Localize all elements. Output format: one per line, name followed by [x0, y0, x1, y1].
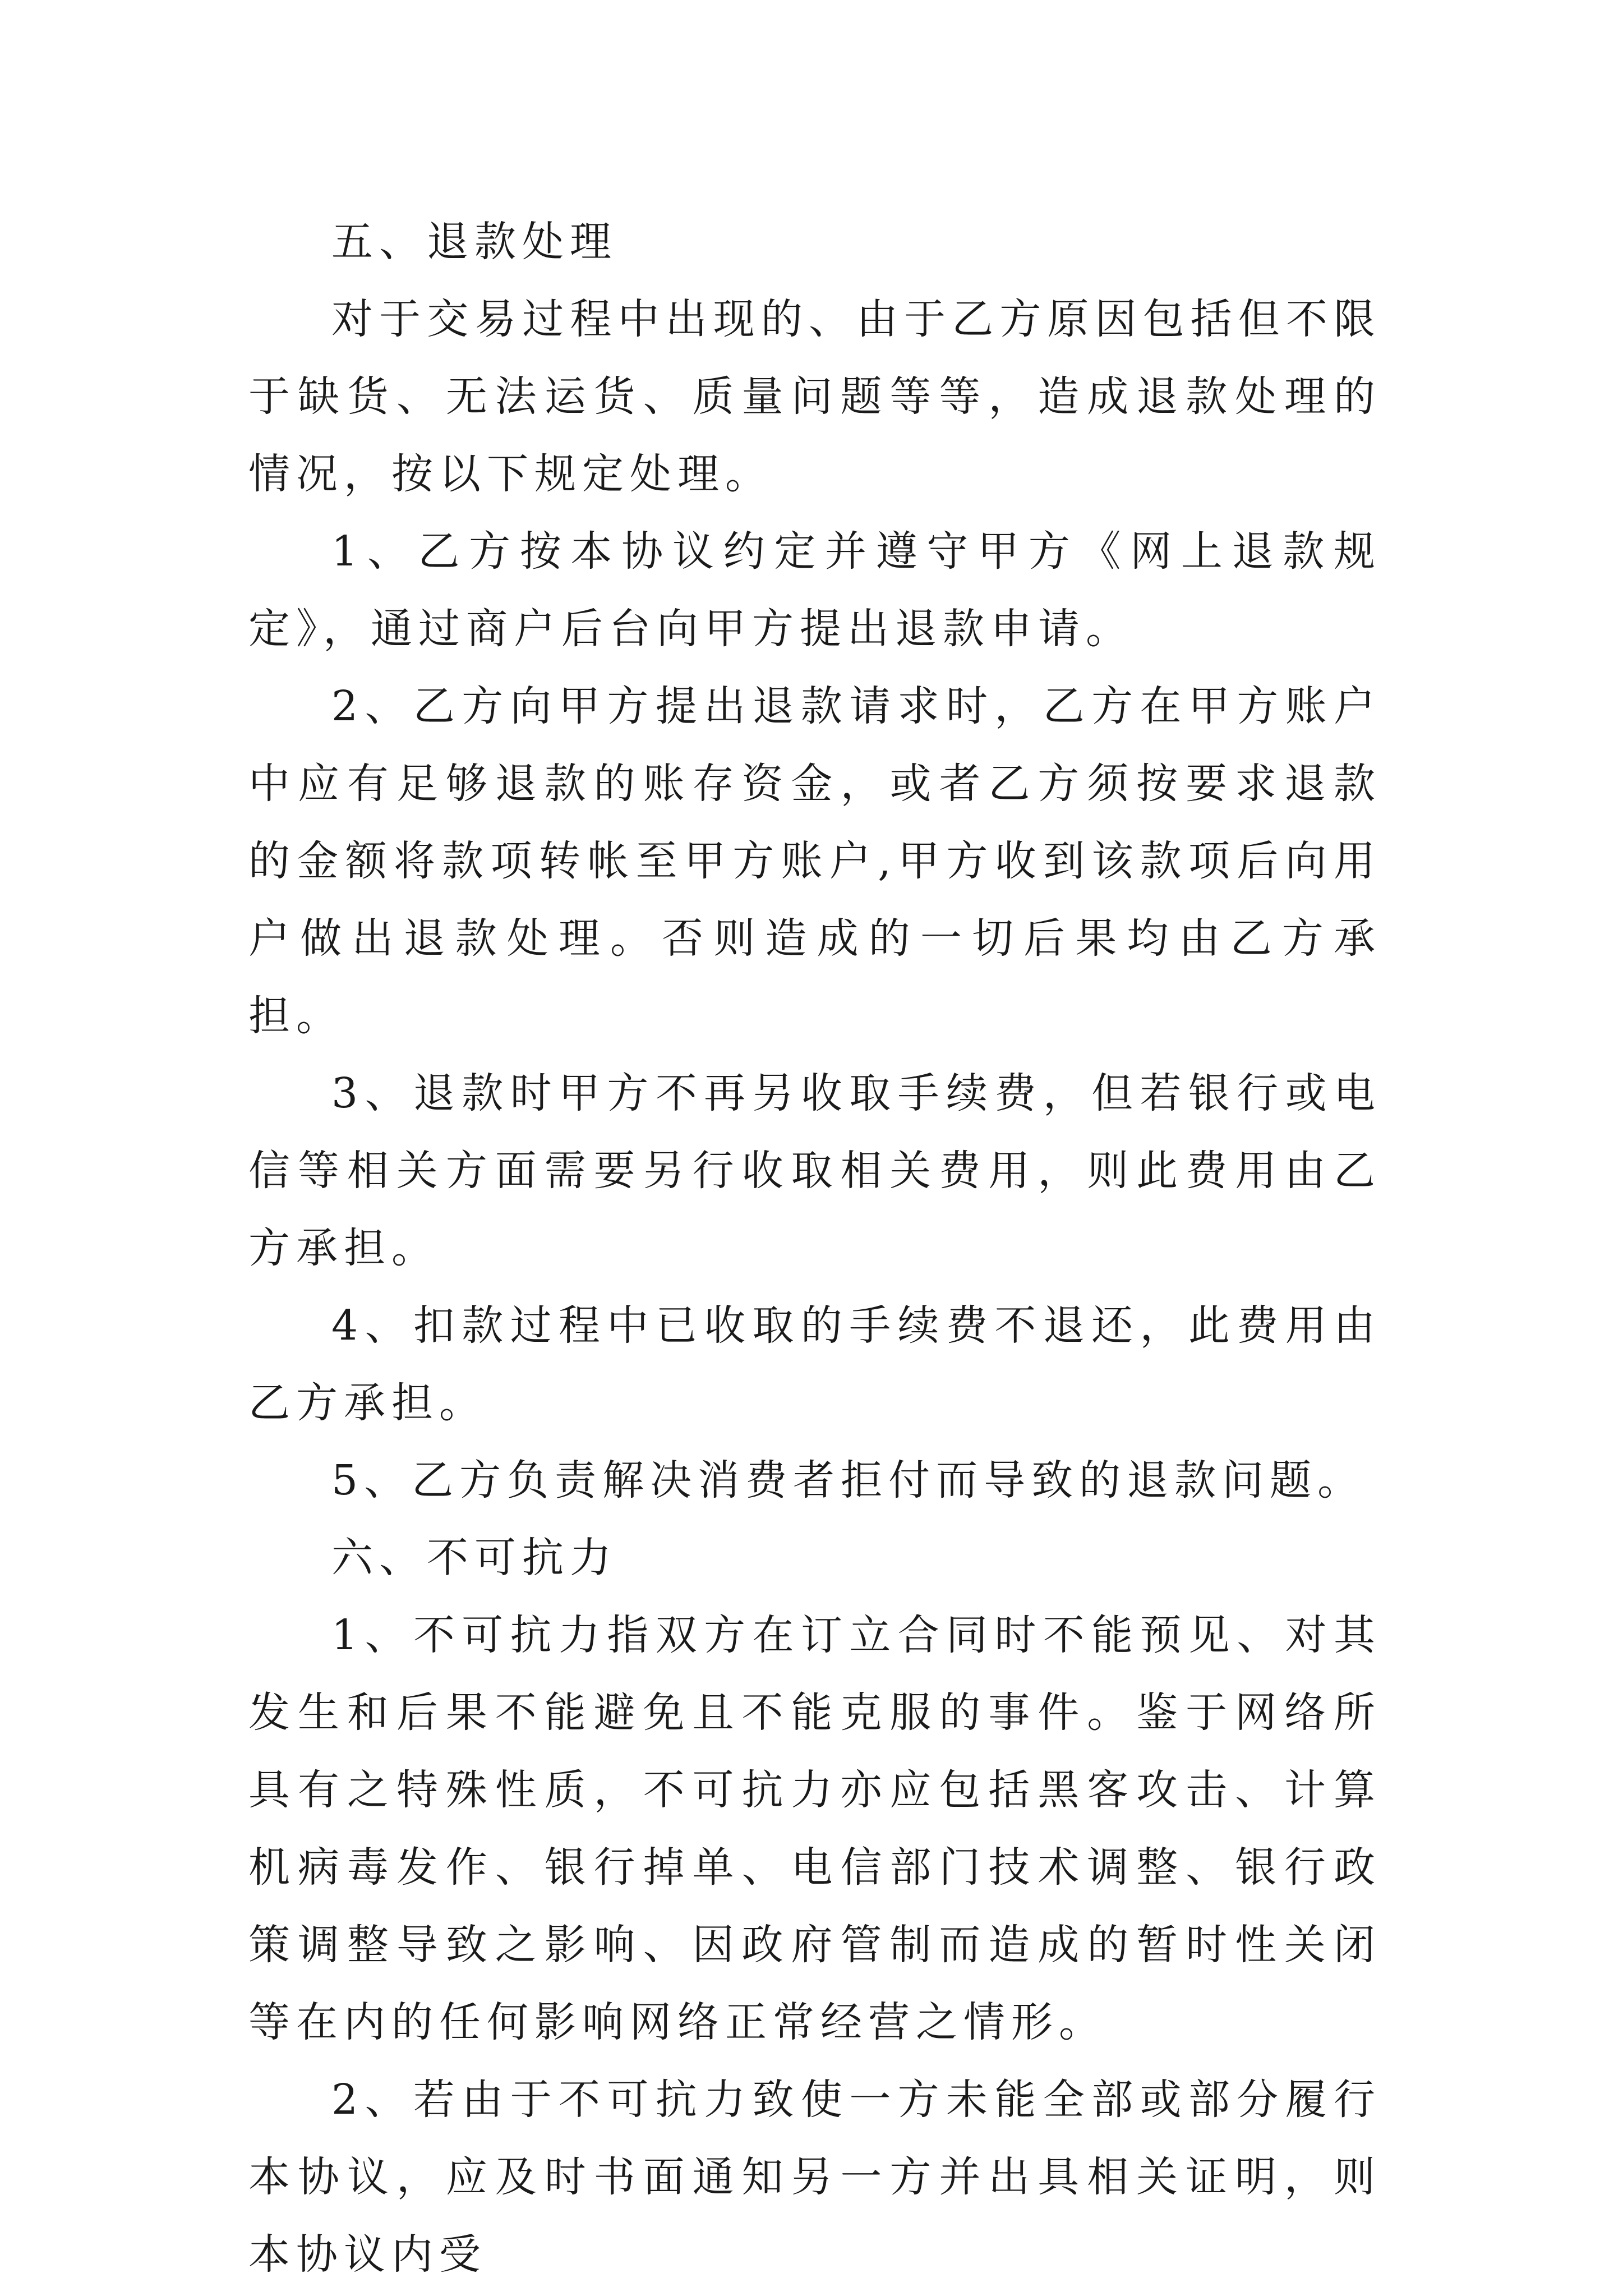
paragraph-refund-clause-3: 3、退款时甲方不再另收取手续费，但若银行或电信等相关方面需要另行收取相关费用，则此费用由乙方承担。 — [248, 1069, 1381, 1272]
document-body — [248, 203, 1381, 2293]
section-heading-force-majeure: 六、不可抗力 — [331, 1534, 617, 1582]
section-heading-refund: 五、退款处理 — [331, 218, 617, 266]
paragraph-refund-clause-4: 4、扣款过程中已收取的手续费不退还，此费用由乙方承担。 — [248, 1301, 1381, 1427]
paragraph-refund-clause-1: 1、乙方按本协议约定并遵守甲方《网上退款规定》，通过商户后台向甲方提出退款申请。 — [248, 527, 1381, 653]
paragraph-force-majeure-clause-2: 2、若由于不可抗力致使一方未能全部或部分履行本协议，应及时书面通知另一方并出具相关证明，则本协议内受 — [248, 2076, 1381, 2279]
paragraph-refund-clause-2: 2、乙方向甲方提出退款请求时，乙方在甲方账户中应有足够退款的账存资金，或者乙方须按要求退款的金额将款项转帐至甲方账户,甲方收到该款项后向用户做出退款处理。否则造成的一切后果均由乙方承担。 — [248, 682, 1381, 1040]
paragraph-refund-intro: 对于交易过程中出现的、由于乙方原因包括但不限于缺货、无法运货、质量问题等等，造成退款处理的情况，按以下规定处理。 — [248, 295, 1381, 498]
paragraph-refund-clause-5: 5、乙方负责解决消费者拒付而导致的退款问题。 — [331, 1456, 1366, 1504]
paragraph-force-majeure-clause-1: 1、不可抗力指双方在订立合同时不能预见、对其发生和后果不能避免且不能克服的事件。鉴于网络所具有之特殊性质，不可抗力亦应包括黑客攻击、计算机病毒发作、银行掉单、电信部门技术调整、银行政策调整导致之影响、因政府管制而造成的暂时性关闭等在内的任何影响网络正常经营之情形。 — [248, 1611, 1381, 2046]
